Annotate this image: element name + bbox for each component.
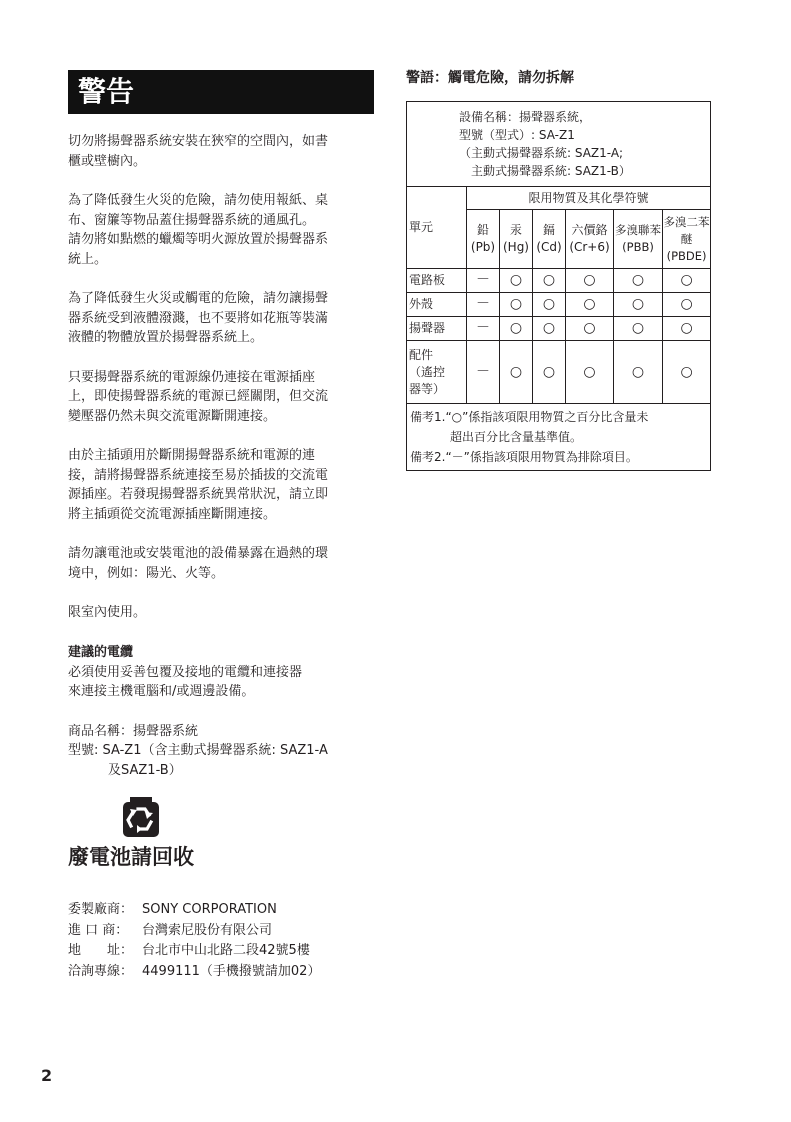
battery-recycle-icon [120,796,162,838]
table-row: 外殼 － ○ ○ ○ ○ ○ [407,293,711,317]
table-row: 配件 （遙控 器等） － ○ ○ ○ ○ ○ [407,341,711,404]
substance-header: 多溴二苯醚 (PBDE) [663,210,711,269]
unit-header: 單元 [407,187,467,269]
warning-column [68,70,374,982]
equipment-info-row [407,102,711,187]
substance-header: 鎘 (Cd) [533,210,566,269]
table-notes: 備考1.“○”係指該項限用物質之百分比含量未 超出百分比含量基準值。 備考2.“－”係指該項限用物質為排除項目。 [407,404,711,471]
cable-text: 必須使用妥善包覆及接地的電纜和連接器 來連接主機電腦和/或週邊設備。 [68,664,303,699]
product-name: 商品名稱：揚聲器系統 [68,723,199,739]
warning-heading: 警告 [68,70,374,114]
restricted-substances-table [406,101,711,471]
substance-header: 六價鉻 (Cr+6) [566,210,614,269]
hotline-row: 洽詢專線： 4499111（手機撥號請加02） [68,963,321,979]
importer-row: 進 口 商： 台灣索尼股份有限公司 [68,922,273,938]
indoor-use-note: 限室內使用。 [68,605,147,620]
table-row: 電路板 － ○ ○ ○ ○ ○ [407,269,711,293]
substance-header: 汞 (Hg) [500,210,533,269]
cable-heading: 建議的電纜 [68,644,134,660]
recycle-battery-text: 廢電池請回收 [68,845,194,869]
address-row: 地 址： 台北市中山北路二段42號5樓 [68,943,310,958]
warning-paragraph-5: 由於主插頭用於斷開揚聲器系統和電源的連 接，請將揚聲器系統連接至易於插拔的交流電 源插座。若發現揚聲器系統異常狀況，請立即 將主插頭從交流電源插座斷開連接。 [68,448,329,522]
manufacturer-row: 委製廠商： SONY CORPORATION [68,902,277,917]
model-info: 型號: SA-Z1（含主動式揚聲器系統: SAZ1-A 及SAZ1-B） [68,743,328,778]
warning-paragraph-6: 請勿讓電池或安裝電池的設備暴露在過熱的環 境中，例如：陽光、火等。 [68,546,329,581]
equipment-info: 設備名稱：揚聲器系統， 型號（型式）: SA-Z1 （主動式揚聲器系統: SAZ1-A; 主動式揚聲器系統: SAZ1-B） [407,102,711,187]
shock-warning-title: 警語：觸電危險，請勿拆解 [406,70,574,86]
manufacturer-info [68,900,374,982]
warning-paragraph-3: 為了降低發生火災或觸電的危險，請勿讓揚聲 器系統受到液體潑濺，也不要將如花瓶等裝滿 液體的物體放置於揚聲器系統上。 [68,291,329,345]
notes-row [407,404,711,471]
substance-header: 鉛 (Pb) [467,210,500,269]
substance-column [406,68,710,471]
substance-group-header: 限用物質及其化學符號 [467,187,711,210]
warning-paragraph-1: 切勿將揚聲器系統安裝在狹窄的空間內，如書 櫃或壁櫥內。 [68,134,329,169]
substance-header: 多溴聯苯 (PBB) [614,210,663,269]
page-number: 2 [41,1066,53,1085]
warning-paragraph-4: 只要揚聲器系統的電源線仍連接在電源插座 上，即使揚聲器系統的電源已經關閉，但交流 變壓器仍然未與交流電源斷開連接。 [68,369,329,424]
table-header-row [407,187,711,210]
warning-paragraph-2: 為了降低發生火災的危險，請勿使用報紙、桌 布、窗簾等物品蓋住揚聲器系統的通風孔。 請勿將如點燃的蠟燭等明火源放置於揚聲器系 統上。 [68,193,329,267]
table-row: 揚聲器 － ○ ○ ○ ○ ○ [407,317,711,341]
